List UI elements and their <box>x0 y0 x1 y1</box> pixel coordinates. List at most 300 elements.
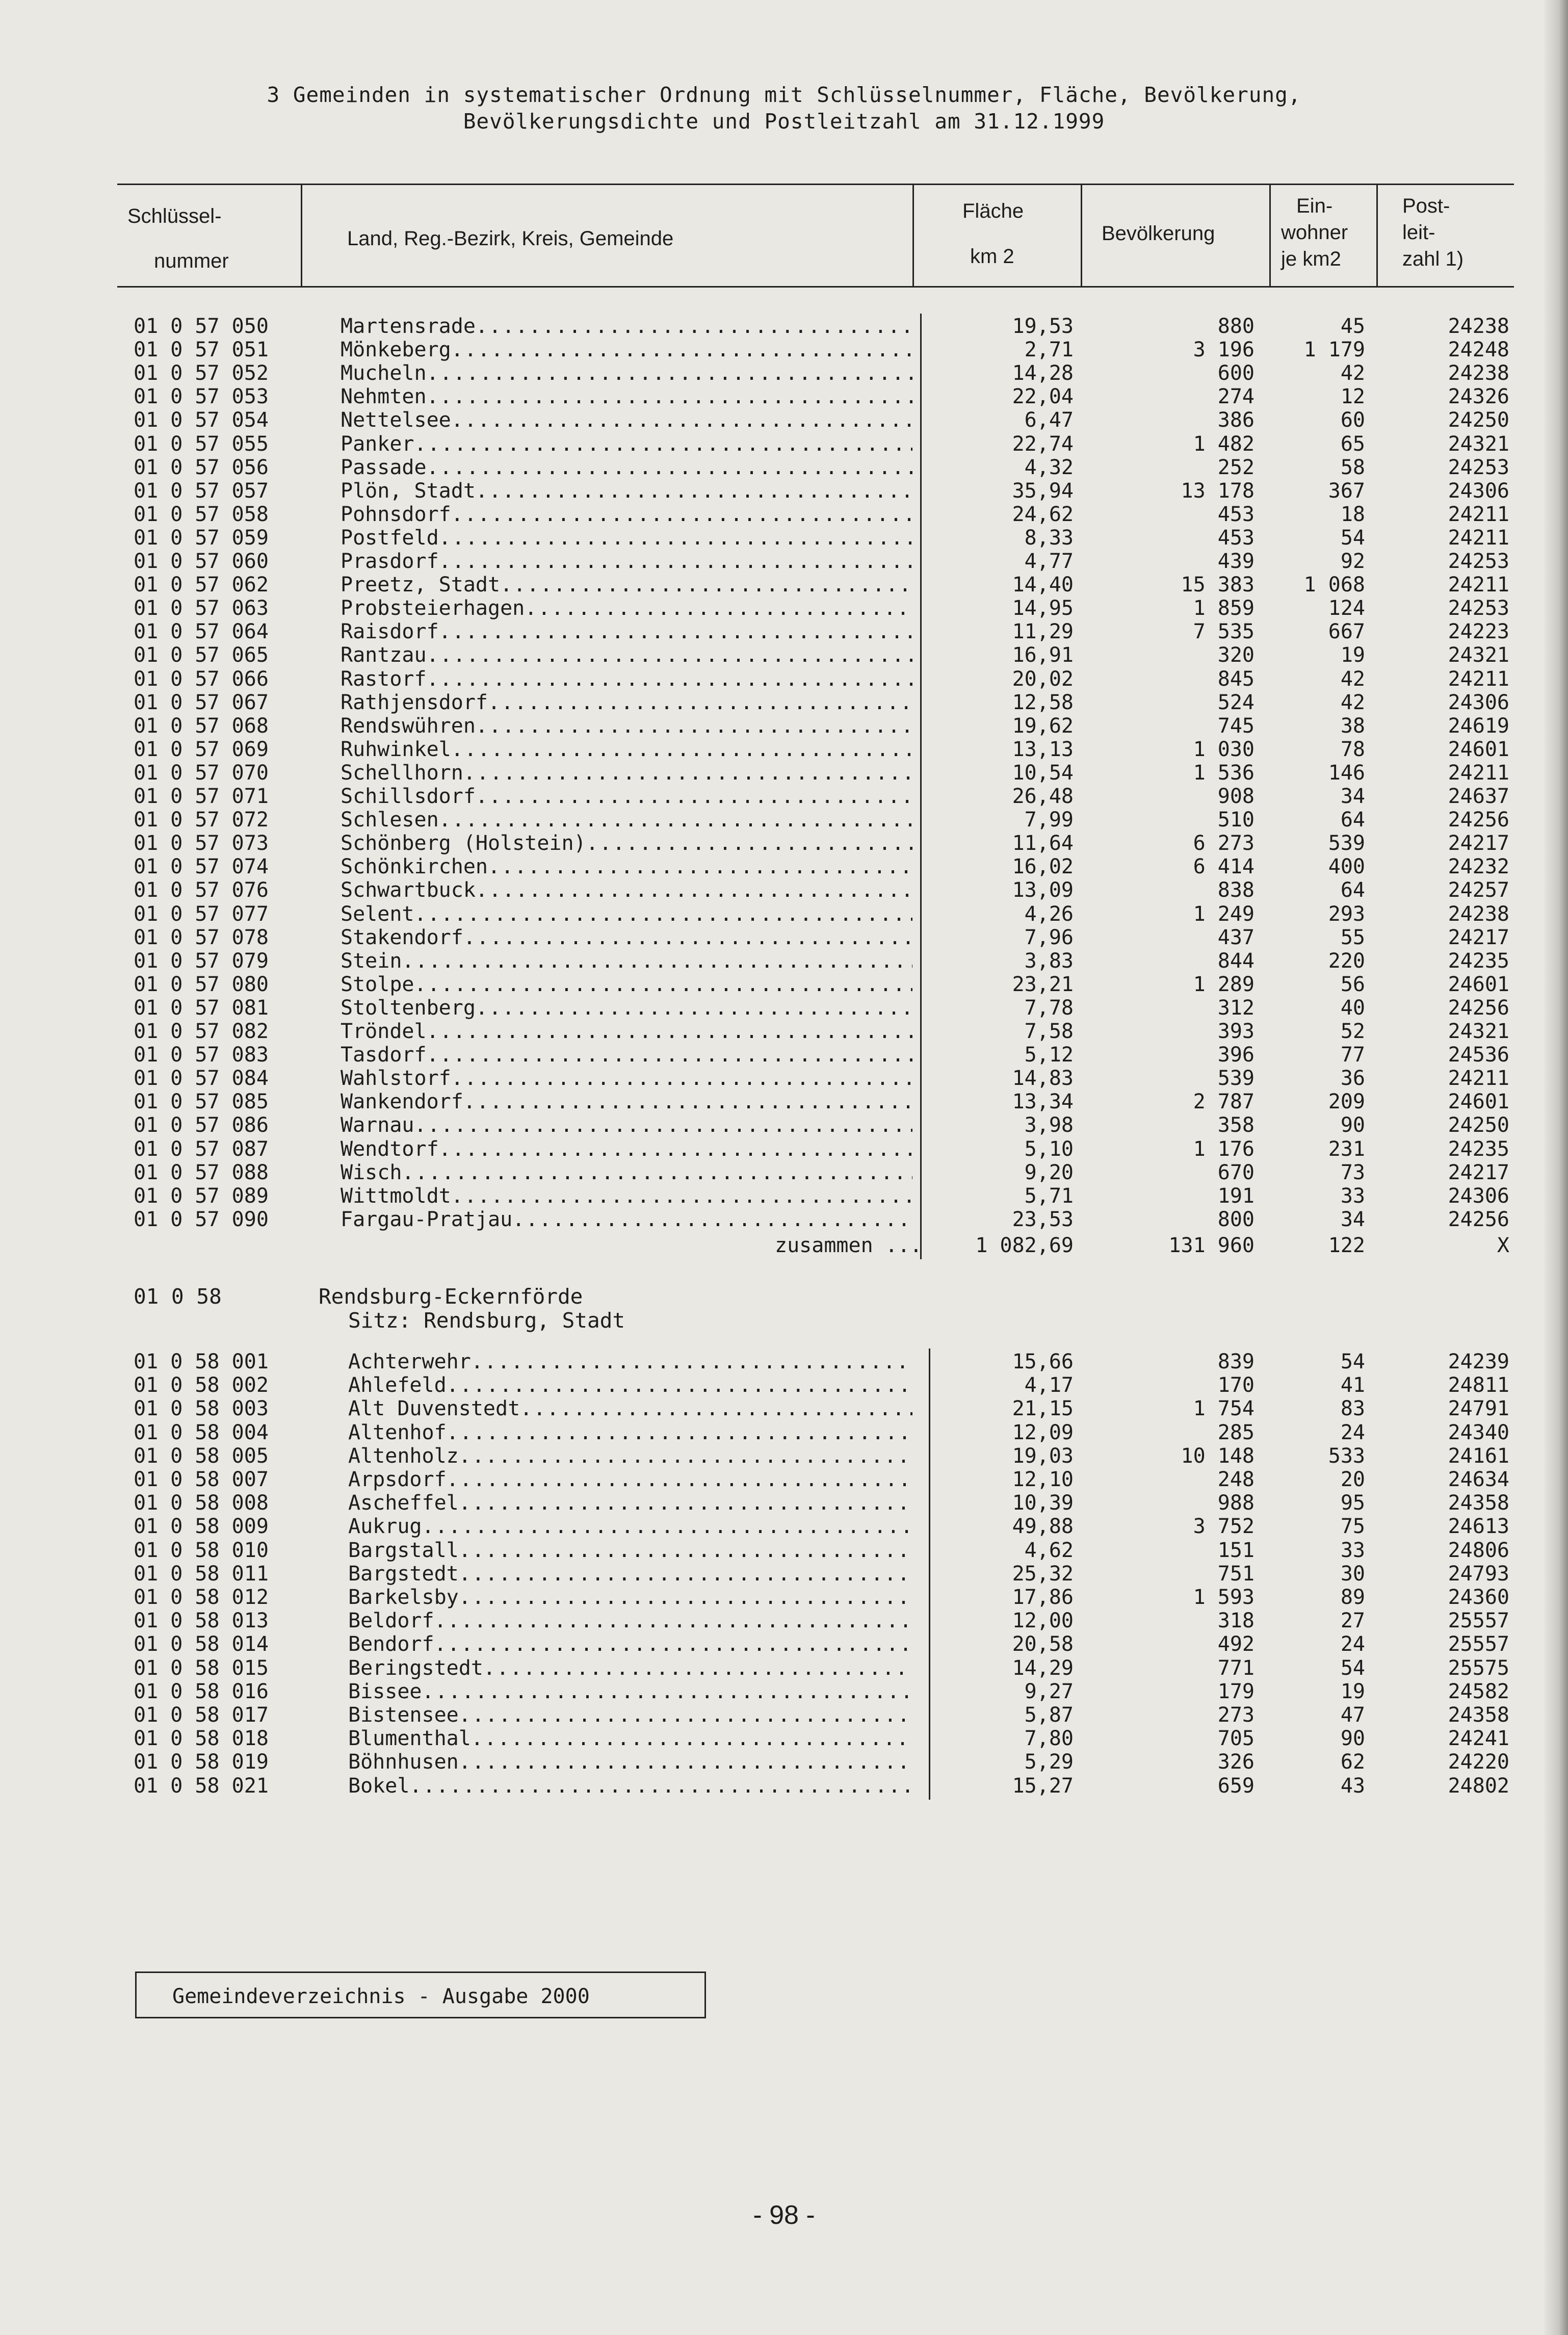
row-area: 15,27 <box>1012 1774 1074 1798</box>
row-area: 14,28 <box>1012 361 1074 385</box>
row-area: 3,83 <box>1024 949 1074 973</box>
row-density: 231 <box>1328 1137 1365 1161</box>
row-plz: 24235 <box>1448 1137 1509 1161</box>
row-code: 01 0 57 071 <box>134 785 269 808</box>
row-area: 3,98 <box>1024 1113 1074 1137</box>
row-population: 1 030 <box>1193 737 1255 761</box>
row-area: 21,15 <box>1012 1397 1074 1421</box>
row-name: Bissee ..... <box>348 1680 912 1703</box>
table-row <box>0 996 1568 1020</box>
row-density: 36 <box>1340 1067 1365 1091</box>
row-density: 40 <box>1340 996 1365 1020</box>
row-population: 908 <box>1217 785 1255 808</box>
table-row <box>0 479 1568 503</box>
row-code: 01 0 57 082 <box>134 1020 269 1043</box>
row-density: 20 <box>1340 1468 1365 1491</box>
row-density: 92 <box>1340 550 1365 573</box>
row-population: 751 <box>1217 1562 1255 1586</box>
row-name: Nehmten ..... <box>341 385 912 408</box>
row-area: 9,20 <box>1024 1160 1074 1184</box>
row-area: 7,99 <box>1024 808 1074 832</box>
row-area: 5,71 <box>1024 1184 1074 1208</box>
table-row <box>0 714 1568 738</box>
row-code: 01 0 57 083 <box>134 1043 269 1067</box>
table-row <box>0 926 1568 949</box>
row-plz: 24238 <box>1448 315 1509 338</box>
table-row <box>0 1137 1568 1161</box>
row-population: 393 <box>1217 1020 1255 1043</box>
row-code: 01 0 57 079 <box>134 949 269 973</box>
row-density: 47 <box>1340 1703 1365 1727</box>
row-density: 400 <box>1328 855 1365 879</box>
row-area: 12,00 <box>1012 1609 1074 1633</box>
row-code: 01 0 57 058 <box>134 502 269 526</box>
row-density: 56 <box>1340 972 1365 996</box>
table-row <box>0 1703 1568 1727</box>
row-plz: 24321 <box>1448 1020 1509 1043</box>
row-area: 13,34 <box>1012 1090 1074 1114</box>
row-plz: 24211 <box>1448 1067 1509 1091</box>
row-density: 33 <box>1340 1538 1365 1562</box>
row-name: Prasdorf ..... <box>341 550 912 573</box>
row-code: 01 0 57 089 <box>134 1184 269 1208</box>
row-area: 7,78 <box>1024 996 1074 1020</box>
row-plz: 24211 <box>1448 526 1509 550</box>
row-population: 13 178 <box>1181 479 1255 503</box>
row-code: 01 0 58 013 <box>134 1609 269 1633</box>
row-name: Tröndel ..... <box>341 1020 912 1043</box>
row-code: 01 0 58 011 <box>134 1562 269 1586</box>
header-area-line2: km 2 <box>970 245 1014 268</box>
row-code: 01 0 57 067 <box>134 690 269 714</box>
row-code: 01 0 58 021 <box>134 1774 269 1798</box>
row-name: Tasdorf ..... <box>341 1043 912 1067</box>
table-row <box>0 1609 1568 1632</box>
row-density: 146 <box>1328 761 1365 785</box>
page-number: - 98 - <box>753 2200 815 2230</box>
row-name: Wankendorf ..... <box>341 1090 912 1113</box>
row-code: 01 0 57 081 <box>134 996 269 1020</box>
row-plz: 24238 <box>1448 902 1509 926</box>
row-density: 42 <box>1340 690 1365 714</box>
row-code: 01 0 57 080 <box>134 972 269 996</box>
row-name: Schillsdorf ..... <box>341 785 912 808</box>
row-population: 670 <box>1217 1160 1255 1184</box>
row-density: 54 <box>1340 1350 1365 1373</box>
table-row <box>0 643 1568 667</box>
row-population: 248 <box>1217 1468 1255 1491</box>
header-name-label: Land, Reg.-Bezirk, Kreis, Gemeinde <box>347 227 674 250</box>
row-name: Stein ..... <box>341 949 912 973</box>
row-area: 7,96 <box>1024 925 1074 949</box>
table-row <box>0 503 1568 526</box>
total-plz: X <box>1497 1234 1509 1257</box>
row-code: 01 0 57 055 <box>134 432 269 456</box>
header-plz-line2: leit- <box>1402 221 1435 244</box>
header-key-line2: nummer <box>154 250 229 272</box>
table-row <box>0 761 1568 785</box>
row-population: 771 <box>1217 1656 1255 1680</box>
row-plz: 24321 <box>1448 643 1509 667</box>
row-name: Stakendorf ..... <box>341 926 912 949</box>
row-area: 14,83 <box>1012 1067 1074 1091</box>
row-code: 01 0 57 077 <box>134 902 269 926</box>
row-population: 191 <box>1217 1184 1255 1208</box>
row-area: 14,40 <box>1012 573 1074 597</box>
row-name: Schellhorn ..... <box>341 761 912 785</box>
row-name: Bargstedt ..... <box>348 1562 912 1586</box>
row-name: Schönkirchen ..... <box>341 855 912 878</box>
row-population: 15 383 <box>1181 573 1255 597</box>
row-name: Blumenthal ..... <box>348 1727 912 1750</box>
row-population: 179 <box>1217 1679 1255 1703</box>
table-row <box>0 1562 1568 1586</box>
row-code: 01 0 57 087 <box>134 1137 269 1161</box>
row-population: 453 <box>1217 502 1255 526</box>
row-density: 43 <box>1340 1774 1365 1798</box>
row-area: 14,95 <box>1012 596 1074 620</box>
section1-divider <box>920 314 922 1259</box>
row-code: 01 0 58 008 <box>134 1491 269 1515</box>
row-area: 20,02 <box>1012 667 1074 691</box>
row-name: Wittmoldt ..... <box>341 1184 912 1208</box>
row-area: 16,02 <box>1012 855 1074 879</box>
row-code: 01 0 57 063 <box>134 596 269 620</box>
district-seat: Sitz: Rendsburg, Stadt <box>348 1308 625 1333</box>
row-plz: 24619 <box>1448 714 1509 738</box>
row-plz: 24211 <box>1448 761 1509 785</box>
table-row <box>0 573 1568 596</box>
row-population: 988 <box>1217 1491 1255 1515</box>
row-density: 55 <box>1340 925 1365 949</box>
title-line-2: Bevölkerungsdichte und Postleitzahl am 31.12.1999 <box>463 109 1105 134</box>
row-population: 2 787 <box>1193 1090 1255 1114</box>
row-plz: 24223 <box>1448 620 1509 644</box>
row-plz: 24306 <box>1448 1184 1509 1208</box>
header-density-line2: wohner <box>1281 221 1348 244</box>
row-density: 124 <box>1328 596 1365 620</box>
row-population: 7 535 <box>1193 620 1255 644</box>
row-population: 844 <box>1217 949 1255 973</box>
row-plz: 24791 <box>1448 1397 1509 1421</box>
row-name: Rantzau ..... <box>341 643 912 667</box>
title-line-1: 3 Gemeinden in systematischer Ordnung mit Schlüsselnummer, Fläche, Bevölkerung, <box>267 83 1301 107</box>
row-area: 19,03 <box>1012 1444 1074 1468</box>
row-density: 41 <box>1340 1373 1365 1397</box>
table-row <box>0 1020 1568 1043</box>
row-plz: 24241 <box>1448 1727 1509 1751</box>
row-name: Selent ..... <box>341 902 912 926</box>
row-name: Pohnsdorf ..... <box>341 503 912 526</box>
row-plz: 24250 <box>1448 1113 1509 1137</box>
row-name: Probsteierhagen ..... <box>341 596 912 620</box>
row-area: 12,10 <box>1012 1468 1074 1491</box>
row-population: 386 <box>1217 408 1255 432</box>
row-area: 9,27 <box>1024 1679 1074 1703</box>
header-name <box>301 185 914 286</box>
row-code: 01 0 57 085 <box>134 1090 269 1114</box>
row-code: 01 0 57 069 <box>134 737 269 761</box>
row-name: Ruhwinkel ..... <box>341 738 912 761</box>
table-row <box>0 1468 1568 1491</box>
row-density: 18 <box>1340 502 1365 526</box>
row-area: 7,80 <box>1024 1727 1074 1751</box>
header-density-line3: je km2 <box>1281 248 1341 270</box>
row-plz: 24217 <box>1448 832 1509 855</box>
row-plz: 24793 <box>1448 1562 1509 1586</box>
row-name: Preetz, Stadt ..... <box>341 573 912 596</box>
row-code: 01 0 58 001 <box>134 1350 269 1373</box>
row-code: 01 0 57 078 <box>134 925 269 949</box>
row-name: Wisch ..... <box>341 1161 912 1184</box>
row-area: 19,62 <box>1012 714 1074 738</box>
row-plz: 24613 <box>1448 1515 1509 1539</box>
table-row <box>0 596 1568 620</box>
row-density: 209 <box>1328 1090 1365 1114</box>
row-population: 318 <box>1217 1609 1255 1633</box>
row-plz: 24257 <box>1448 878 1509 902</box>
row-density: 30 <box>1340 1562 1365 1586</box>
row-name: Bargstall ..... <box>348 1539 912 1562</box>
table-row <box>0 1067 1568 1090</box>
table-row <box>0 738 1568 761</box>
row-name: Achterwehr ..... <box>348 1350 912 1373</box>
district-code: 01 0 58 <box>134 1284 222 1309</box>
row-area: 4,77 <box>1024 550 1074 573</box>
row-density: 90 <box>1340 1113 1365 1137</box>
table-row <box>0 361 1568 385</box>
row-name: Altenholz ..... <box>348 1444 912 1468</box>
row-area: 11,64 <box>1012 832 1074 855</box>
row-area: 19,53 <box>1012 315 1074 338</box>
row-name: Schwartbuck ..... <box>341 878 912 902</box>
row-name: Schlesen ..... <box>341 808 912 832</box>
row-area: 14,29 <box>1012 1656 1074 1680</box>
row-population: 524 <box>1217 690 1255 714</box>
row-population: 273 <box>1217 1703 1255 1727</box>
row-population: 439 <box>1217 550 1255 573</box>
row-area: 25,32 <box>1012 1562 1074 1586</box>
row-density: 64 <box>1340 808 1365 832</box>
row-name: Stoltenberg ..... <box>341 996 912 1020</box>
row-density: 65 <box>1340 432 1365 456</box>
row-population: 539 <box>1217 1067 1255 1091</box>
row-population: 838 <box>1217 878 1255 902</box>
row-population: 705 <box>1217 1727 1255 1751</box>
row-name: Mönkeberg ..... <box>341 338 912 361</box>
row-area: 22,04 <box>1012 385 1074 409</box>
table-row <box>0 1444 1568 1468</box>
row-population: 6 414 <box>1193 855 1255 879</box>
row-area: 22,74 <box>1012 432 1074 456</box>
row-density: 1 068 <box>1303 573 1365 597</box>
row-name: Stolpe ..... <box>341 973 912 996</box>
row-population: 1 859 <box>1193 596 1255 620</box>
row-code: 01 0 58 003 <box>134 1397 269 1421</box>
row-density: 38 <box>1340 714 1365 738</box>
row-area: 12,58 <box>1012 690 1074 714</box>
footer-box <box>135 1971 706 2018</box>
row-population: 1 289 <box>1193 972 1255 996</box>
row-population: 3 752 <box>1193 1515 1255 1539</box>
row-density: 533 <box>1328 1444 1365 1468</box>
row-population: 320 <box>1217 643 1255 667</box>
row-name: Ahlefeld ..... <box>348 1373 912 1397</box>
row-code: 01 0 57 057 <box>134 479 269 503</box>
row-population: 492 <box>1217 1632 1255 1656</box>
row-name: Bendorf ..... <box>348 1632 912 1656</box>
row-density: 62 <box>1340 1750 1365 1774</box>
header-plz-line3: zahl 1) <box>1402 248 1464 270</box>
row-density: 95 <box>1340 1491 1365 1515</box>
row-name: Aukrug ..... <box>348 1515 912 1538</box>
row-code: 01 0 57 074 <box>134 855 269 879</box>
table-row <box>0 1727 1568 1750</box>
row-plz: 25557 <box>1448 1632 1509 1656</box>
row-area: 26,48 <box>1012 785 1074 808</box>
row-population: 1 176 <box>1193 1137 1255 1161</box>
row-population: 10 148 <box>1181 1444 1255 1468</box>
row-density: 12 <box>1340 385 1365 409</box>
table-row <box>0 1043 1568 1067</box>
row-code: 01 0 58 009 <box>134 1515 269 1539</box>
row-code: 01 0 57 052 <box>134 361 269 385</box>
row-name: Bistensee ..... <box>348 1703 912 1727</box>
row-plz: 24340 <box>1448 1420 1509 1444</box>
table-row <box>0 973 1568 996</box>
table-row <box>0 1491 1568 1515</box>
table-row <box>0 456 1568 479</box>
row-code: 01 0 57 059 <box>134 526 269 550</box>
row-area: 17,86 <box>1012 1586 1074 1609</box>
row-plz: 24582 <box>1448 1679 1509 1703</box>
table-row <box>0 1586 1568 1609</box>
row-plz: 24256 <box>1448 996 1509 1020</box>
row-density: 42 <box>1340 361 1365 385</box>
row-name: Wahlstorf ..... <box>341 1067 912 1090</box>
table-row <box>0 691 1568 714</box>
row-population: 6 273 <box>1193 832 1255 855</box>
row-density: 19 <box>1340 1679 1365 1703</box>
row-population: 437 <box>1217 925 1255 949</box>
row-population: 510 <box>1217 808 1255 832</box>
row-density: 1 179 <box>1303 338 1365 362</box>
row-density: 75 <box>1340 1515 1365 1539</box>
table-row <box>0 1350 1568 1373</box>
row-density: 24 <box>1340 1632 1365 1656</box>
table-row <box>0 1750 1568 1774</box>
row-code: 01 0 57 062 <box>134 573 269 597</box>
row-name: Ascheffel ..... <box>348 1491 912 1515</box>
row-density: 667 <box>1328 620 1365 644</box>
row-code: 01 0 58 018 <box>134 1727 269 1751</box>
row-plz: 24634 <box>1448 1468 1509 1491</box>
row-area: 5,29 <box>1024 1750 1074 1774</box>
row-area: 13,13 <box>1012 737 1074 761</box>
total-label: zusammen ... <box>775 1234 922 1257</box>
row-code: 01 0 57 090 <box>134 1207 269 1231</box>
row-name: Passade ..... <box>341 456 912 479</box>
row-name: Schönberg (Holstein) ..... <box>341 832 912 855</box>
row-name: Beldorf ..... <box>348 1609 912 1632</box>
table-row <box>0 1539 1568 1562</box>
row-plz: 24235 <box>1448 949 1509 973</box>
row-code: 01 0 57 068 <box>134 714 269 738</box>
row-code: 01 0 58 016 <box>134 1679 269 1703</box>
row-plz: 24637 <box>1448 785 1509 808</box>
footer-text: Gemeindeverzeichnis - Ausgabe 2000 <box>172 1985 590 2008</box>
row-density: 83 <box>1340 1397 1365 1421</box>
total-density: 122 <box>1328 1234 1365 1257</box>
row-area: 16,91 <box>1012 643 1074 667</box>
section2-divider <box>929 1348 930 1800</box>
table-row <box>0 667 1568 691</box>
table-row <box>0 526 1568 550</box>
row-area: 35,94 <box>1012 479 1074 503</box>
table-row <box>0 1774 1568 1798</box>
row-code: 01 0 57 054 <box>134 408 269 432</box>
row-code: 01 0 58 007 <box>134 1468 269 1491</box>
row-plz: 24256 <box>1448 1207 1509 1231</box>
table-row <box>0 1208 1568 1231</box>
row-area: 5,87 <box>1024 1703 1074 1727</box>
row-plz: 24239 <box>1448 1350 1509 1373</box>
row-plz: 24211 <box>1448 667 1509 691</box>
row-density: 34 <box>1340 1207 1365 1231</box>
row-area: 8,33 <box>1024 526 1074 550</box>
header-plz-line1: Post- <box>1402 195 1450 217</box>
row-population: 659 <box>1217 1774 1255 1798</box>
row-code: 01 0 57 056 <box>134 455 269 479</box>
table-row <box>0 855 1568 878</box>
row-name: Altenhof ..... <box>348 1421 912 1444</box>
row-population: 326 <box>1217 1750 1255 1774</box>
row-name: Fargau-Pratjau ..... <box>341 1208 912 1231</box>
table-row <box>0 408 1568 432</box>
row-density: 77 <box>1340 1043 1365 1067</box>
row-code: 01 0 57 073 <box>134 832 269 855</box>
row-code: 01 0 57 084 <box>134 1067 269 1091</box>
row-population: 1 536 <box>1193 761 1255 785</box>
row-density: 24 <box>1340 1420 1365 1444</box>
row-plz: 24811 <box>1448 1373 1509 1397</box>
row-code: 01 0 57 072 <box>134 808 269 832</box>
row-population: 845 <box>1217 667 1255 691</box>
row-code: 01 0 57 051 <box>134 338 269 362</box>
row-name: Barkelsby ..... <box>348 1586 912 1609</box>
header-area-line1: Fläche <box>962 200 1024 222</box>
row-area: 23,21 <box>1012 972 1074 996</box>
row-density: 60 <box>1340 408 1365 432</box>
table-row <box>0 1656 1568 1680</box>
row-density: 52 <box>1340 1020 1365 1043</box>
row-name: Beringstedt ..... <box>348 1656 912 1680</box>
row-area: 10,39 <box>1012 1491 1074 1515</box>
row-population: 1 754 <box>1193 1397 1255 1421</box>
row-population: 1 593 <box>1193 1586 1255 1609</box>
row-plz: 24253 <box>1448 596 1509 620</box>
header-key <box>117 185 301 286</box>
table-row <box>0 832 1568 855</box>
row-density: 42 <box>1340 667 1365 691</box>
row-name: Panker ..... <box>341 432 912 456</box>
row-code: 01 0 57 086 <box>134 1113 269 1137</box>
header-key-line1: Schlüssel- <box>127 205 222 227</box>
table-row <box>0 315 1568 338</box>
row-density: 293 <box>1328 902 1365 926</box>
table-row <box>0 808 1568 832</box>
table-row <box>0 1113 1568 1137</box>
